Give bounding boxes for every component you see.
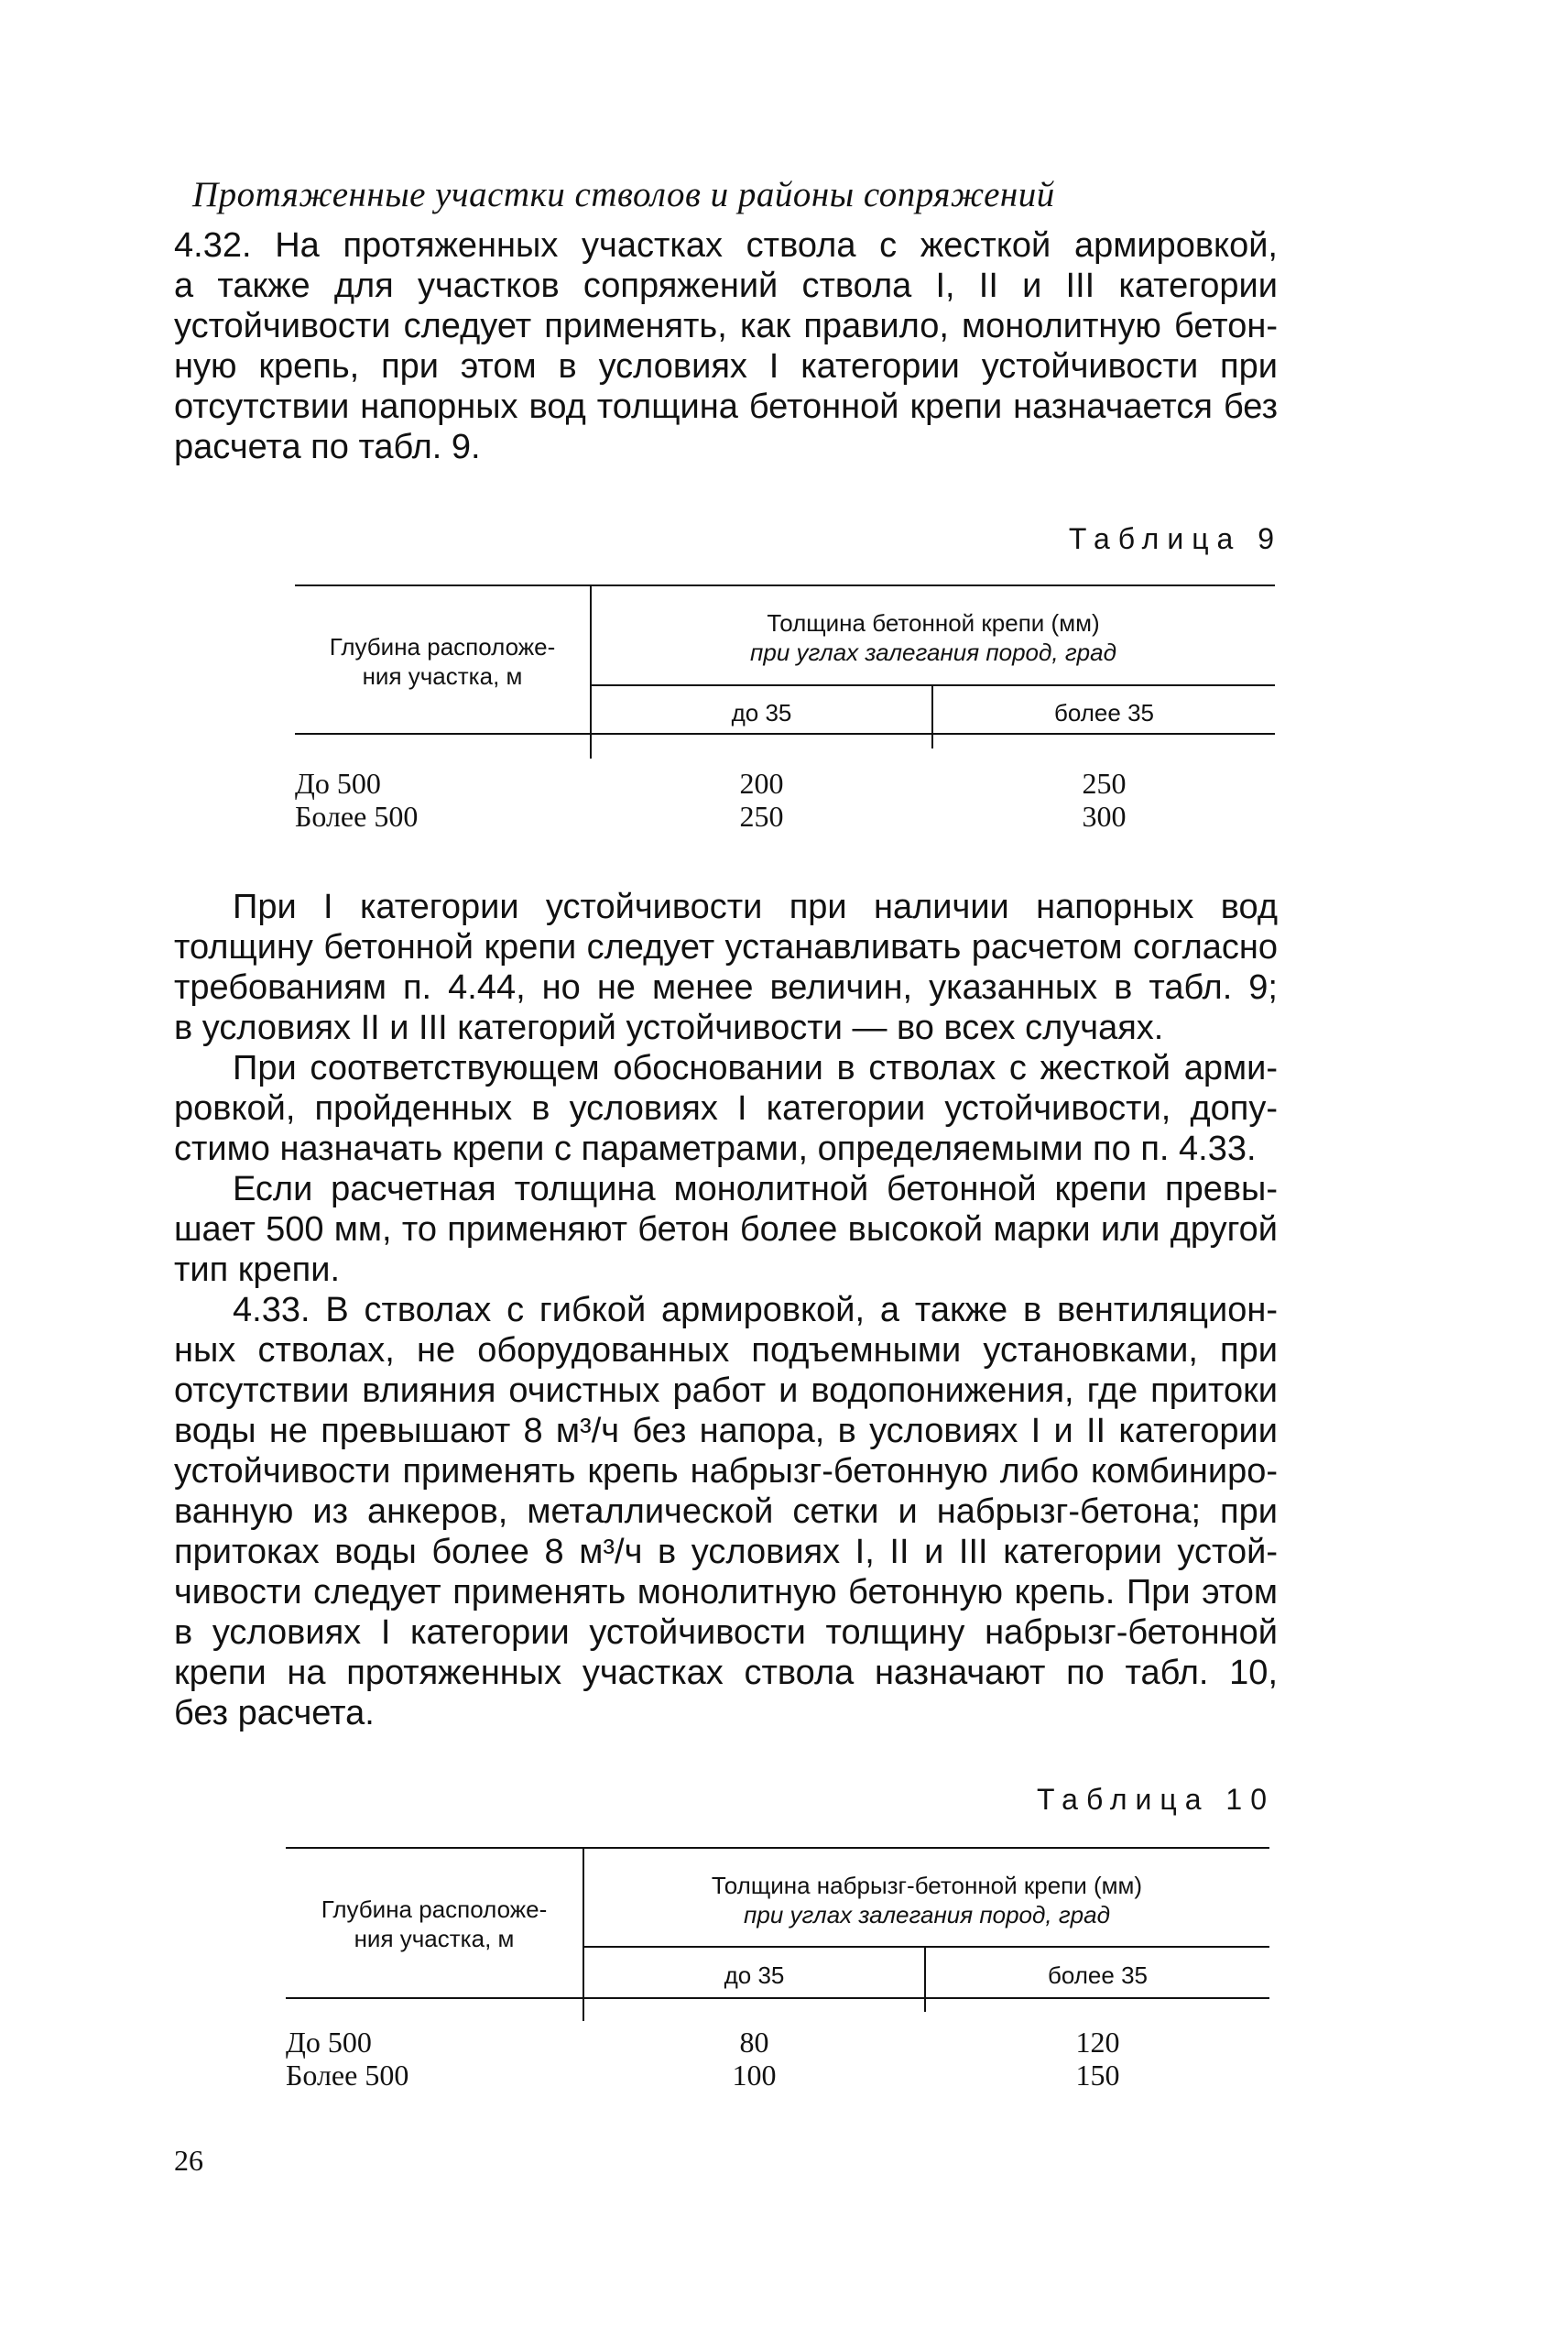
text-line: расчета по табл. 9. — [174, 428, 481, 466]
table-10-row-value-b: 150 — [1075, 2059, 1120, 2092]
table-10-caption: Таблица 10 — [1037, 1783, 1275, 1816]
header-line: ния участка, м — [362, 662, 523, 690]
table-rule — [286, 1847, 1269, 1849]
text-line: ных стволах, не оборудованных подъемными установками, при — [174, 1331, 1278, 1370]
table-9-row-value-b: 250 — [1082, 767, 1127, 800]
paragraph-4-32 — [174, 225, 1278, 467]
text-line: устойчивости применять крепь набрызг-бетонную либо комбиниро- — [174, 1452, 1278, 1491]
header-line: при углах залегания пород, град — [744, 1901, 1110, 1928]
table-10-subheader-a: до 35 — [724, 1961, 785, 1989]
table-10-subheader-b: более 35 — [1047, 1961, 1148, 1989]
table-10-depth-header — [286, 1895, 583, 1953]
table-10-group-header — [584, 1871, 1269, 1929]
text-line: отсутствии влияния очистных работ и водопонижения, где притоки — [174, 1371, 1278, 1410]
text-line: отсутствии напорных вод толщина бетонной крепи назначается без — [174, 388, 1278, 426]
table-9-depth-header — [295, 632, 590, 691]
table-rule — [295, 584, 1275, 586]
table-rule — [295, 733, 1275, 735]
table-10-row-value-a: 100 — [732, 2059, 777, 2092]
text-line: шает 500 мм, то применяют бетон более высокой марки или другой — [174, 1210, 1278, 1249]
text-line: воды не превышают 8 м³/ч без напора, в условиях I и II категории — [174, 1412, 1278, 1450]
table-9-row-depth: До 500 — [295, 767, 381, 800]
text-line: стимо назначать крепи с параметрами, определяемыми по п. 4.33. — [174, 1130, 1257, 1168]
table-10-row-value-a: 80 — [739, 2026, 769, 2059]
text-line: притоках воды более 8 м³/ч в условиях I, II и III категории устой- — [174, 1533, 1278, 1571]
text-line: в условиях I категории устойчивости толщину набрызг-бетонной — [174, 1613, 1278, 1652]
text-line: толщину бетонной крепи следует устанавливать расчетом согласно — [174, 928, 1278, 967]
text-line: 4.32. На протяженных участках ствола с жесткой армировкой, — [174, 226, 1278, 265]
text-line: 4.33. В стволах с гибкой армировкой, а также в вентиляцион- — [233, 1291, 1278, 1329]
table-9-row-depth: Более 500 — [295, 800, 419, 833]
table-rule — [583, 1946, 1269, 1948]
table-9-row-value-b: 300 — [1082, 800, 1127, 833]
text-line: Если расчетная толщина монолитной бетонной крепи превы- — [233, 1170, 1278, 1208]
text-line: тип крепи. — [174, 1251, 341, 1289]
text-line: ровкой, пройденных в условиях I категории устойчивости, допу- — [174, 1089, 1278, 1128]
text-line: ную крепь, при этом в условиях I категории устойчивости при — [174, 347, 1278, 386]
table-10-row-value-b: 120 — [1075, 2026, 1120, 2059]
text-line: устойчивости следует применять, как правило, монолитную бетон- — [174, 307, 1278, 345]
table-9-caption: Таблица 9 — [1068, 522, 1282, 555]
table-9-group-header — [592, 608, 1275, 667]
table-10-row-depth: Более 500 — [286, 2059, 409, 2092]
text-line: крепи на протяженных участках ствола назначают по табл. 10, — [174, 1654, 1278, 1692]
text-line: в условиях II и III категорий устойчивости — во всех случаях. — [174, 1009, 1164, 1047]
header-line: при углах залегания пород, град — [750, 639, 1116, 666]
header-line: ния участка, м — [354, 1925, 515, 1952]
header-line: Глубина расположе- — [321, 1895, 548, 1923]
text-line: ванную из анкеров, металлической сетки и набрызг-бетона; при — [174, 1492, 1278, 1531]
header-line: Глубина расположе- — [329, 633, 556, 661]
section-heading: Протяженные участки стволов и районы сопряжений — [192, 175, 1055, 214]
text-line: требованиям п. 4.44, но не менее величин, указанных в табл. 9; — [174, 968, 1278, 1007]
table-9-subheader-a: до 35 — [731, 699, 792, 727]
text-line: без расчета. — [174, 1694, 375, 1732]
text-line: а также для участков сопряжений ствола I, II и III категории — [174, 267, 1278, 305]
header-line: Толщина набрызг-бетонной крепи (мм) — [711, 1872, 1143, 1899]
text-line: При соответствующем обосновании в стволах с жесткой арми- — [233, 1049, 1278, 1087]
page-number: 26 — [174, 2144, 203, 2177]
header-line: Толщина бетонной крепи (мм) — [767, 609, 1100, 637]
text-line: чивости следует применять монолитную бетонную крепь. При этом — [174, 1573, 1278, 1611]
text-line: При I категории устойчивости при наличии напорных вод — [233, 888, 1278, 926]
table-9-row-value-a: 200 — [739, 767, 784, 800]
table-9-row-value-a: 250 — [739, 800, 784, 833]
table-rule — [286, 1997, 1269, 1999]
paragraphs-after-table-9 — [174, 887, 1278, 1733]
table-9-subheader-b: более 35 — [1053, 699, 1154, 727]
table-10-row-depth: До 500 — [286, 2026, 372, 2059]
